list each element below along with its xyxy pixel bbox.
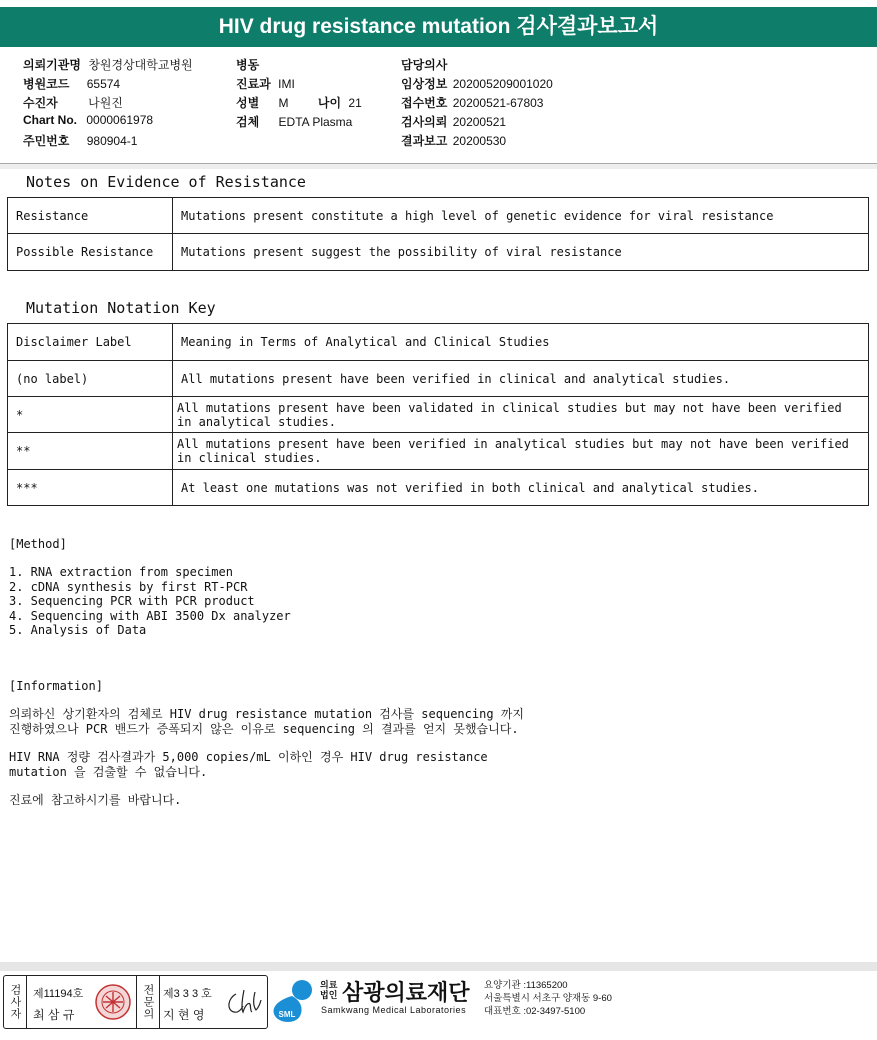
value-sex: M — [278, 96, 289, 110]
notation-row — [8, 433, 869, 470]
notation-title: Mutation Notation Key — [26, 299, 216, 317]
evidence-label: Resistance — [8, 198, 173, 234]
method-step: 3. Sequencing PCR with PCR product — [9, 594, 255, 608]
notation-row — [8, 470, 869, 506]
evidence-text: Mutations present suggest the possibility of viral resistance — [173, 234, 869, 271]
label-receipt-no: 접수번호 — [401, 96, 448, 110]
notation-label: *** — [8, 470, 173, 506]
value-specimen: EDTA Plasma — [278, 115, 353, 129]
method-step: 2. cDNA synthesis by first RT-PCR — [9, 579, 248, 594]
information-line: HIV RNA 정량 검사결과가 5,000 copies/mL 이하인 경우 HIV drug resistance — [9, 750, 488, 764]
corp-tag — [320, 980, 337, 1000]
header-col-requester — [23, 56, 193, 151]
notation-header-row — [8, 324, 869, 361]
information-paragraph-3: 진료에 참고하시기를 바랍니다. — [9, 793, 182, 807]
information-line: mutation 을 검출할 수 없습니다. — [9, 764, 208, 779]
label-clinical-info: 임상정보 — [401, 77, 448, 91]
information-paragraph-1 — [9, 707, 524, 736]
label-chart-no: Chart No. — [23, 113, 77, 127]
value-chart-no: 0000061978 — [86, 113, 154, 127]
value-clinical-info: 202005209001020 — [452, 77, 553, 91]
label-ward: 병동 — [236, 58, 260, 72]
sml-logo-text: SML — [278, 1010, 296, 1019]
label-patient: 수진자 — [23, 96, 58, 110]
evidence-table — [7, 197, 869, 271]
tester-seal-icon — [92, 982, 134, 1022]
evidence-title: Notes on Evidence of Resistance — [26, 173, 306, 191]
specialist-name: 지 현 영 — [163, 1008, 205, 1022]
label-hospital-code: 병원코드 — [23, 77, 70, 91]
lab-english-name: Samkwang Medical Laboratories — [321, 1005, 467, 1015]
information-line: 진행하였으나 PCR 밴드가 증폭되지 않은 이유로 sequencing 의 결과를 얻지 못했습니다. — [9, 721, 519, 736]
signature-box — [3, 975, 268, 1029]
value-result-report: 20200530 — [452, 134, 507, 148]
sml-logo-icon — [270, 976, 318, 1026]
evidence-text: Mutations present constitute a high level of genetic evidence for viral resistance — [173, 198, 869, 234]
lab-code: 요양기관 :11365200 — [484, 980, 568, 991]
method-list — [9, 565, 291, 638]
information-paragraph-2 — [9, 750, 488, 779]
notation-header-text: Meaning in Terms of Analytical and Clinical Studies — [173, 324, 869, 361]
report-title: HIV drug resistance mutation 검사결과보고서 — [0, 7, 877, 47]
notation-label: * — [8, 397, 173, 433]
value-department: IMI — [278, 77, 295, 91]
tester-name: 최 삼 규 — [33, 1008, 75, 1022]
evidence-row — [8, 198, 869, 234]
value-resident-no: 980904-1 — [86, 134, 138, 148]
notation-text: All mutations present have been validated in clinical studies but may not have been verified in analytical studies. — [173, 397, 869, 433]
lab-phone: 대표번호 :02-3497-5100 — [484, 1006, 586, 1017]
lab-name: 삼광의료재단 — [342, 980, 470, 1005]
label-sex: 성별 — [236, 96, 260, 110]
label-result-report: 결과보고 — [401, 134, 448, 148]
notation-table — [7, 323, 869, 506]
value-age: 21 — [348, 96, 362, 110]
tester-number: 제11194호 — [33, 988, 84, 1000]
notation-header-label: Disclaimer Label — [8, 324, 173, 361]
label-requester: 의뢰기관명 — [23, 58, 81, 72]
specialist-label: 전문의 — [142, 984, 154, 1020]
header-col-doctor — [401, 56, 553, 151]
lab-address: 서울특별시 서초구 양재동 9-60 — [484, 993, 612, 1004]
method-step: 4. Sequencing with ABI 3500 Dx analyzer — [9, 608, 291, 623]
notation-text: All mutations present have been verified in analytical studies but may not have been verified in clinical studies. — [173, 433, 869, 470]
method-heading: [Method] — [9, 537, 67, 551]
header-shadow — [0, 164, 877, 169]
tester-label-cell — [4, 976, 27, 1028]
specialist-signature-icon — [222, 984, 264, 1020]
value-patient: 나원진 — [88, 96, 123, 110]
notation-text: At least one mutations was not verified in both clinical and analytical studies. — [173, 470, 869, 506]
lab-info — [484, 979, 612, 1018]
value-requester: 창원경상대학교병원 — [88, 58, 193, 72]
footer-band — [0, 962, 877, 971]
notation-label: (no label) — [8, 361, 173, 397]
corp-tag-line: 의료 — [320, 980, 338, 990]
evidence-label: Possible Resistance — [8, 234, 173, 271]
specialist-label-cell — [136, 976, 160, 1028]
notation-row — [8, 397, 869, 433]
value-receipt-no: 20200521-67803 — [452, 96, 544, 110]
specialist-number: 제3 3 3 호 — [163, 988, 212, 1000]
information-line: 의뢰하신 상기환자의 검체로 HIV drug resistance mutation 검사를 sequencing 까지 — [9, 707, 524, 721]
notation-label: ** — [8, 433, 173, 470]
method-step: 5. Analysis of Data — [9, 623, 147, 637]
information-heading: [Information] — [9, 679, 103, 693]
label-age: 나이 — [317, 96, 342, 110]
value-test-request: 20200521 — [452, 115, 507, 129]
method-step: 1. RNA extraction from specimen — [9, 565, 233, 579]
label-resident-no: 주민번호 — [23, 134, 70, 148]
tester-label: 검사자 — [9, 984, 21, 1020]
label-specimen: 검체 — [236, 115, 260, 129]
evidence-row — [8, 234, 869, 271]
patient-header — [0, 50, 877, 160]
corp-tag-line: 법인 — [320, 990, 338, 1000]
header-col-ward — [236, 56, 362, 132]
notation-text: All mutations present have been verified in clinical and analytical studies. — [173, 361, 869, 397]
notation-row — [8, 361, 869, 397]
label-test-request: 검사의뢰 — [401, 115, 448, 129]
label-doctor: 담당의사 — [401, 58, 448, 72]
label-department: 진료과 — [236, 77, 271, 91]
value-hospital-code: 65574 — [86, 77, 121, 91]
